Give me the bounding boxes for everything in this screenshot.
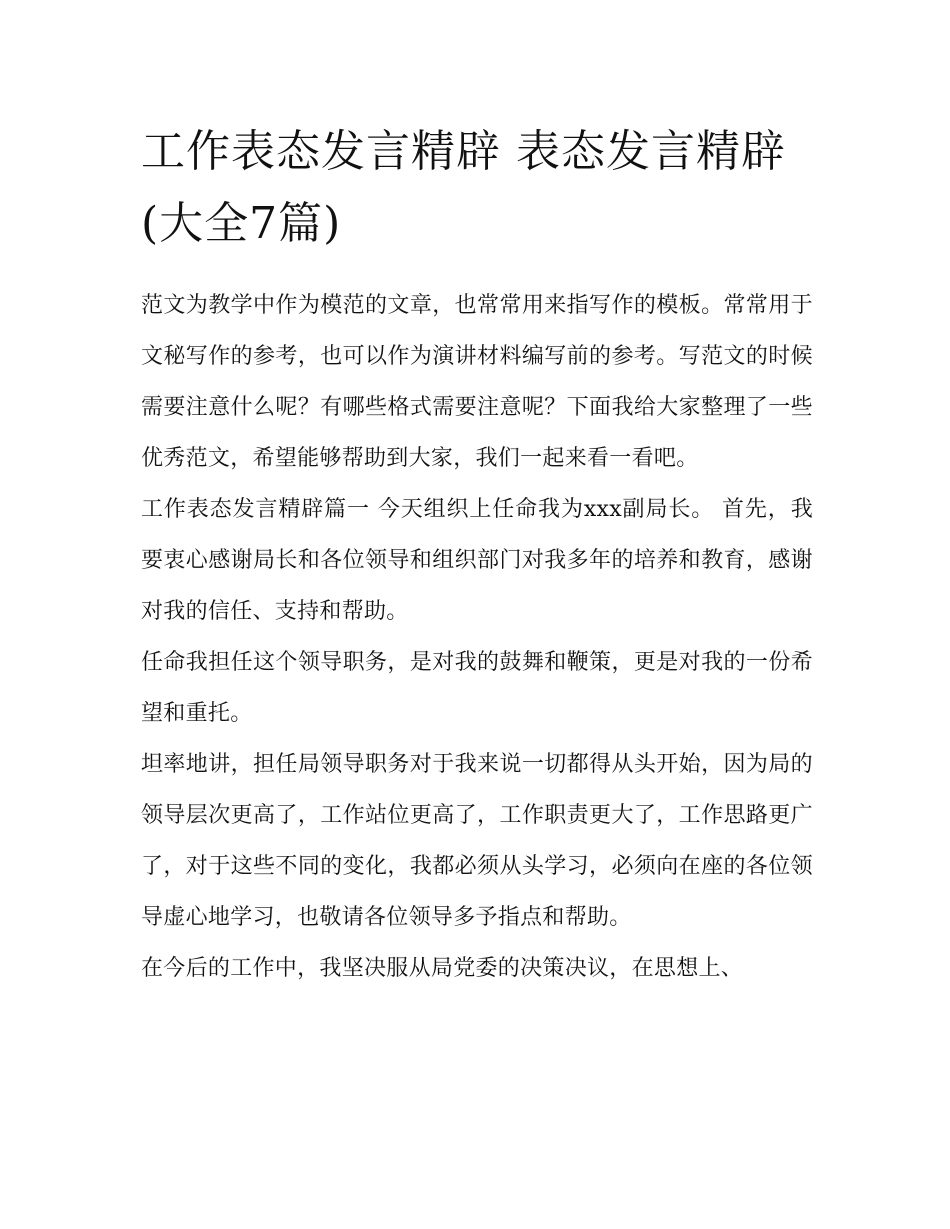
paragraph-section-one: 工作表态发言精辟篇一 今天组织上任命我为xxx副局长。 首先，我要衷心感谢局长和各位领导和组织部门对我多年的培养和教育，感谢对我的信任、支持和帮助。 <box>141 497 813 624</box>
paragraph-appointment: 任命我担任这个领导职务，是对我的鼓舞和鞭策，更是对我的一份希望和重托。 <box>141 650 813 726</box>
document-content <box>141 116 813 994</box>
paragraph-future-work: 在今后的工作中，我坚决服从局党委的决策决议，在思想上、 <box>141 956 744 981</box>
document-title: 工作表态发言精辟 表态发言精辟(大全7篇) <box>141 126 786 249</box>
paragraph-intro: 范文为教学中作为模范的文章，也常常用来指写作的模板。常常用于文秘写作的参考，也可以作为演讲材料编写前的参考。写范文的时候需要注意什么呢？有哪些格式需要注意呢？下面我给大家整理了一些优秀范文，希望能够帮助到大家，我们一起来看一看吧。 <box>141 293 813 471</box>
paragraph-learning: 坦率地讲，担任局领导职务对于我来说一切都得从头开始，因为局的领导层次更高了，工作站位更高了，工作职责更大了，工作思路更广了，对于这些不同的变化，我都必须从头学习，必须向在座的各位领导虚心地学习，也敬请各位领导多予指点和帮助。 <box>141 752 813 930</box>
